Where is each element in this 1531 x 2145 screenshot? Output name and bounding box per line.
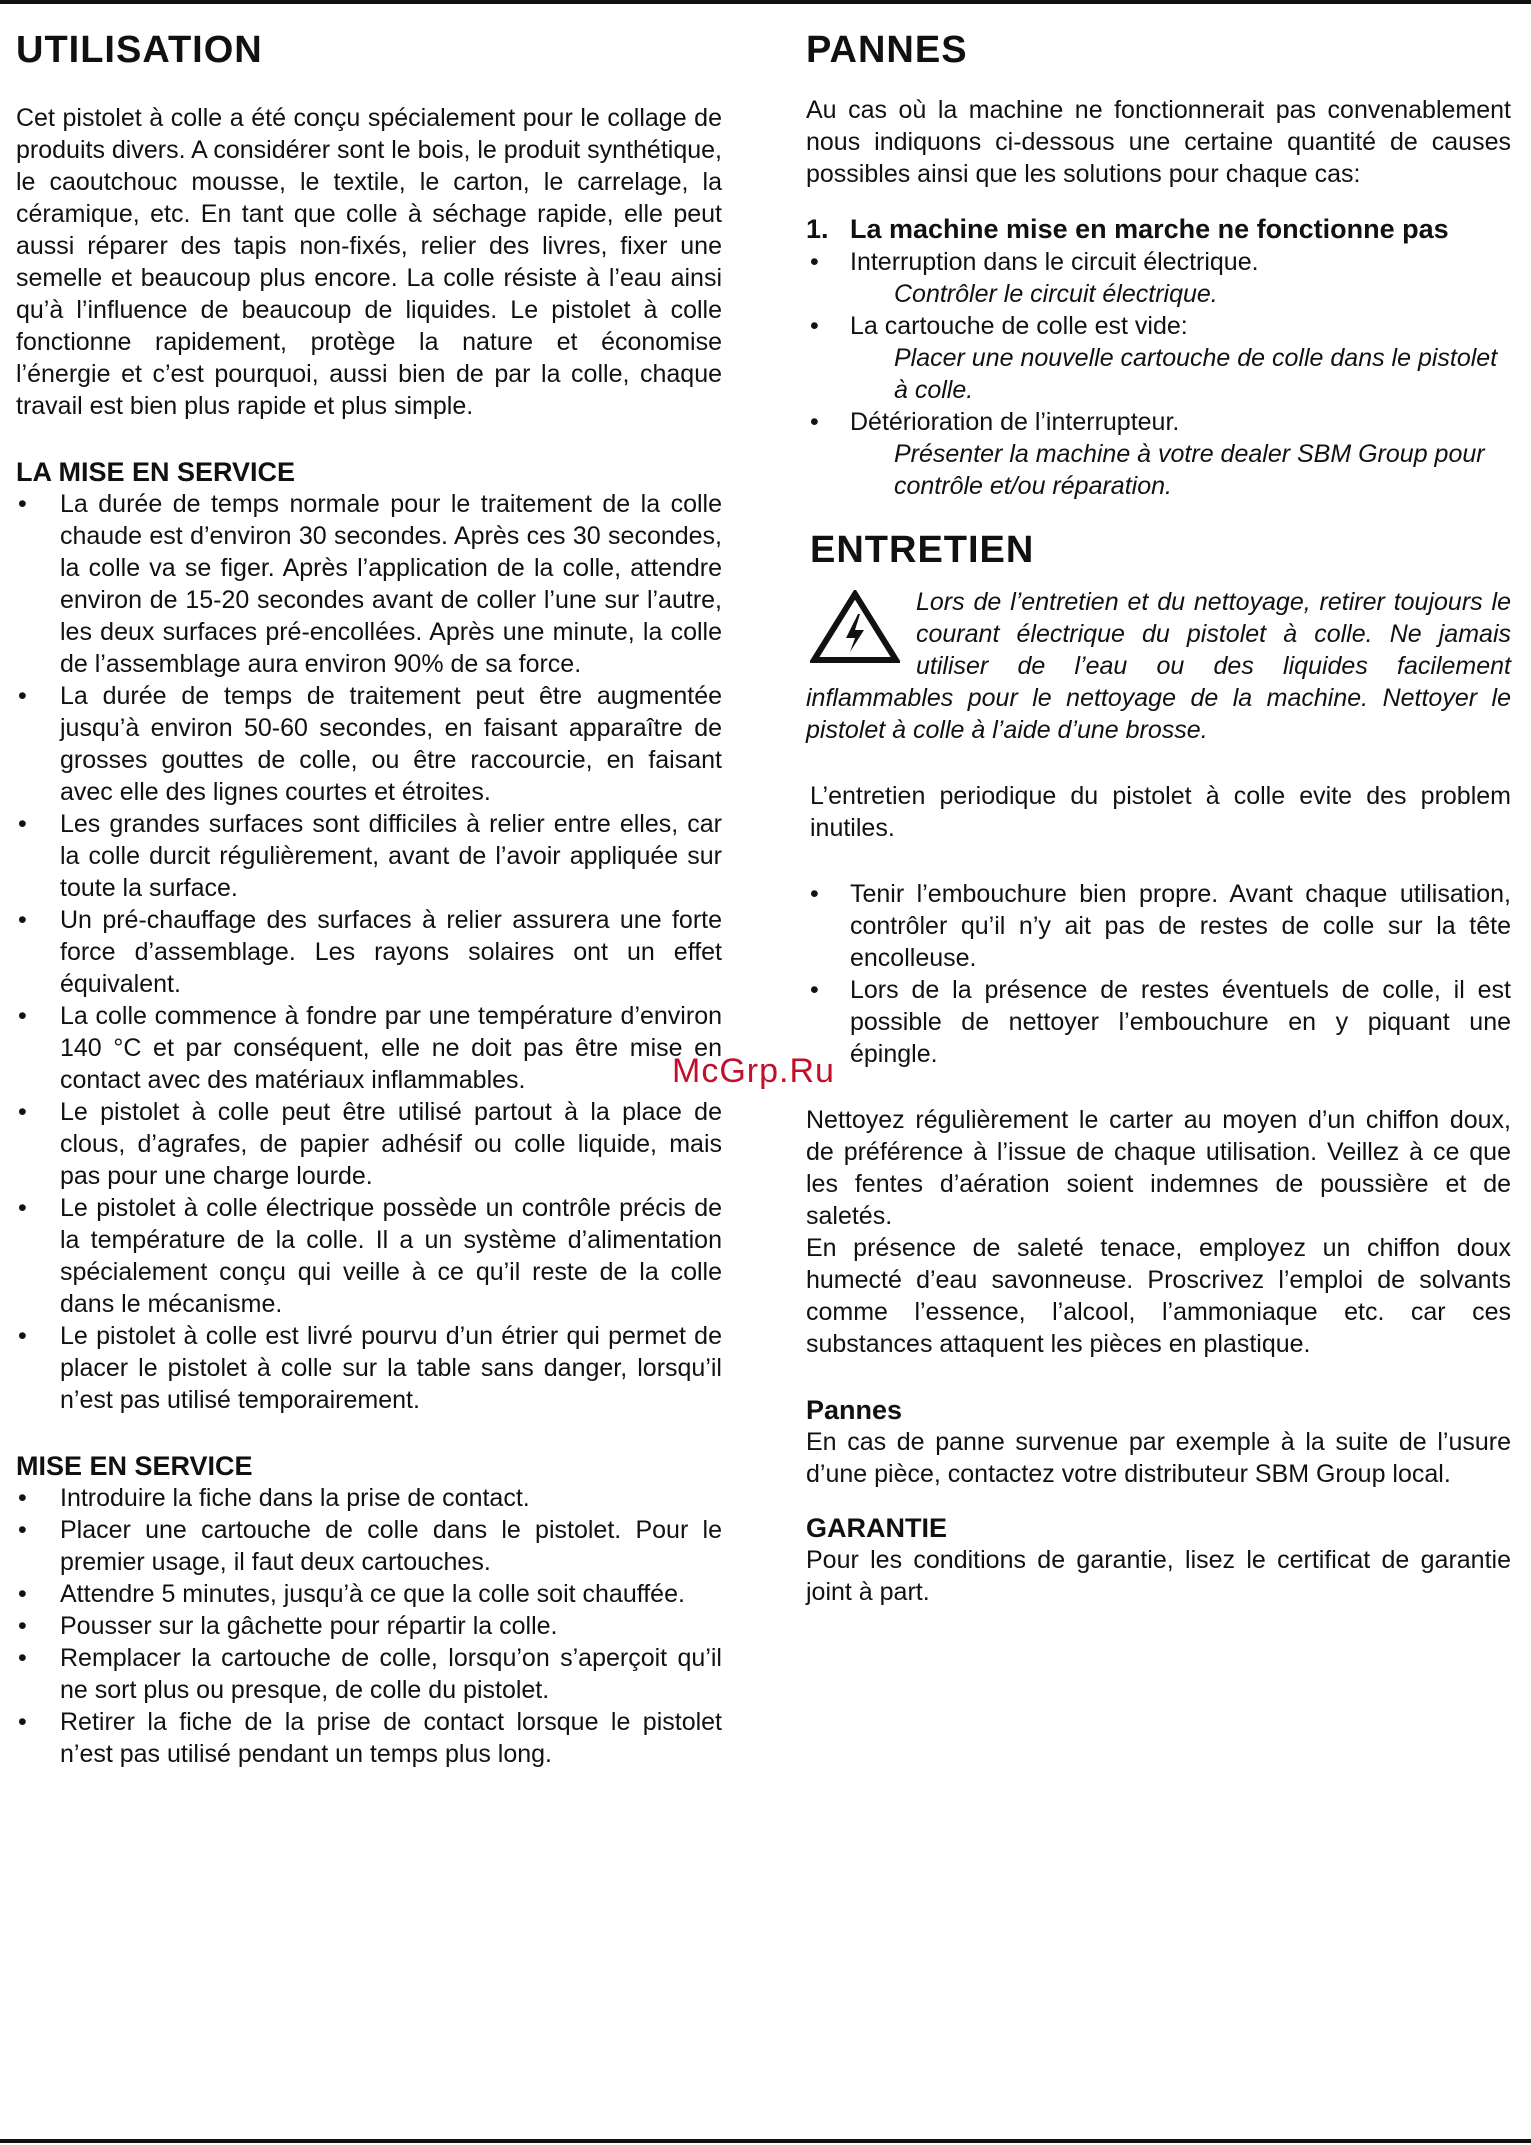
list-item: • Un pré-chauffage des surfaces à relier assurera une forte force d’assemblage. Les rayons solaires ont un effet équivalent. xyxy=(18,906,722,998)
list-item: • Pousser sur la gâchette pour répartir la colle. xyxy=(18,1612,558,1640)
list-item: • Tenir l’embouchure bien propre. Avant chaque utilisation, contrôler qu’il n’y ait pas de restes de colle sur la tête encolleuse. xyxy=(810,880,1511,972)
warning-block xyxy=(806,586,1511,746)
mise-en-service-list xyxy=(16,1482,722,1770)
list-item: • Détérioration de l’interrupteur. xyxy=(810,408,1180,436)
pannes-text: En cas de panne survenue par exemple à la suite de l’usure d’une pièce, contactez votre distributeur SBM Group local. xyxy=(806,1428,1511,1488)
list-item: • Le pistolet à colle est livré pourvu d’un étrier qui permet de placer le pistolet à colle sur la table sans danger, lorsqu’il n’est pas utilisé temporairement. xyxy=(18,1322,722,1414)
list-item: • Lors de la présence de restes éventuels de colle, il est possible de nettoyer l’embouchure en y piquant une épingle. xyxy=(810,976,1511,1068)
list-item: • Le pistolet à colle électrique possède un contrôle précis de la température de la colle. Il a un système d’alimentation spécialement conçu qui veille à ce qu’il reste de la colle dans le mécanisme. xyxy=(18,1194,722,1318)
pannes-title: PANNES xyxy=(806,29,968,71)
fault-solution: Placer une nouvelle cartouche de colle dans le pistolet à colle. xyxy=(894,344,1498,404)
utilisation-title: UTILISATION xyxy=(16,29,263,71)
mise-en-service-title: MISE EN SERVICE xyxy=(16,1451,253,1481)
utilisation-intro: Cet pistolet à colle a été conçu spécialement pour le collage de produits divers. A considérer sont le bois, le produit synthétique, le caoutchouc mousse, le textile, le carton, le carrelage, la céramique, etc. En tant que colle à séchage rapide, elle peut aussi réparer des tapis non-fixés, relier des livres, fixer une semelle et beaucoup plus encore. La colle résiste à l’eau ainsi qu’à l’influence de beaucoup de liquides. Le pistolet à colle fonctionne rapidement, protège la nature et économise l’énergie et c’est pourquoi, aussi bien de par la colle, chaque travail est bien plus rapide et plus simple. xyxy=(16,104,722,420)
fault-solution: Présenter la machine à votre dealer SBM Group pour contrôle et/ou réparation. xyxy=(894,440,1485,500)
watermark: McGrp.Ru xyxy=(672,1052,835,1090)
entretien-list xyxy=(806,878,1511,1070)
list-item: • Remplacer la cartouche de colle, lorsqu’on s’aperçoit qu’il ne sort plus ou presque, de colle du pistolet. xyxy=(18,1644,722,1704)
entretien-intro: L’entretien periodique du pistolet à colle evite des problem inutiles. xyxy=(810,782,1511,842)
list-item: • Les grandes surfaces sont difficiles à relier entre elles, car la colle durcit régulièrement, avant de l’avoir appliquée sur toute la surface. xyxy=(18,810,722,902)
list-item: • La durée de temps de traitement peut être augmentée jusqu’à environ 50-60 secondes, en faisant apparaître de grosses gouttes de colle, ou être raccourcie, en faisant avec elle des lignes courtes et étroites. xyxy=(18,682,722,806)
fault-list xyxy=(806,246,1511,502)
list-item: • Placer une cartouche de colle dans le pistolet. Pour le premier usage, il faut deux cartouches. xyxy=(18,1516,722,1576)
list-item: • Retirer la fiche de la prise de contact lorsque le pistolet n’est pas utilisé pendant un temps plus long. xyxy=(18,1708,722,1768)
pannes-subtitle: Pannes xyxy=(806,1395,903,1425)
list-item: • Le pistolet à colle peut être utilisé partout à la place de clous, d’agrafes, de papier adhésif ou colle liquide, mais pas pour une charge lourde. xyxy=(18,1098,722,1190)
fault-solution: Contrôler le circuit électrique. xyxy=(894,280,1218,308)
la-mise-en-service-list xyxy=(16,488,722,1416)
entretien-title: ENTRETIEN xyxy=(810,529,1035,571)
top-rule xyxy=(0,0,1531,4)
right-column xyxy=(806,24,1511,1608)
electric-hazard-icon xyxy=(810,590,900,664)
list-item: • Interruption dans le circuit électrique. xyxy=(810,248,1259,276)
list-item: • La colle commence à fondre par une température d’environ 140 °C et par conséquent, elle ne doit pas être mise en contact avec des matériaux inflammables. xyxy=(18,1002,722,1094)
pannes-intro: Au cas où la machine ne fonctionnerait pas convenablement nous indiquons ci-dessous une certaine quantité de causes possibles ainsi que les solutions pour chaque cas: xyxy=(806,96,1511,188)
fault-heading: 1. La machine mise en marche ne fonctionne pas xyxy=(806,214,1449,244)
clean-paragraph-1: Nettoyez régulièrement le carter au moyen d’un chiffon doux, de préférence à l’issue de chaque utilisation. Veillez à ce que les fentes d’aération soient indemnes de poussière et de saletés. xyxy=(806,1106,1511,1230)
warning-text: Lors de l’entretien et du nettoyage, retirer toujours le courant électrique du pistolet à colle. Ne jamais utiliser de l’eau ou des liquides facilement inflammables pour le nettoyage de la machine. Nettoyer le pistolet à colle à l’aide d’une brosse. xyxy=(806,588,1511,744)
garantie-title: GARANTIE xyxy=(806,1513,947,1543)
bottom-rule xyxy=(0,2139,1531,2143)
list-item: • La cartouche de colle est vide: xyxy=(810,312,1188,340)
garantie-text: Pour les conditions de garantie, lisez le certificat de garantie joint à part. xyxy=(806,1546,1511,1606)
list-item: • Attendre 5 minutes, jusqu’à ce que la colle soit chauffée. xyxy=(18,1580,685,1608)
left-column xyxy=(16,24,722,1770)
list-item: • La durée de temps normale pour le traitement de la colle chaude est d’environ 30 secondes. Après ces 30 secondes, la colle va se figer. Après l’application de la colle, attendre environ de 15-20 secondes avant de coller l’une sur l’autre, les deux surfaces pré-encollées. Après une minute, la colle de l’assemblage aura environ 90% de sa force. xyxy=(18,490,722,678)
list-item: • Introduire la fiche dans la prise de contact. xyxy=(18,1484,530,1512)
la-mise-en-service-title: LA MISE EN SERVICE xyxy=(16,457,296,487)
clean-paragraph-2: En présence de saleté tenace, employez un chiffon doux humecté d’eau savonneuse. Proscrivez l’emploi de solvants comme l’essence, l’alcool, l’ammoniaque etc. car ces substances attaquent les pièces en plastique. xyxy=(806,1234,1511,1358)
